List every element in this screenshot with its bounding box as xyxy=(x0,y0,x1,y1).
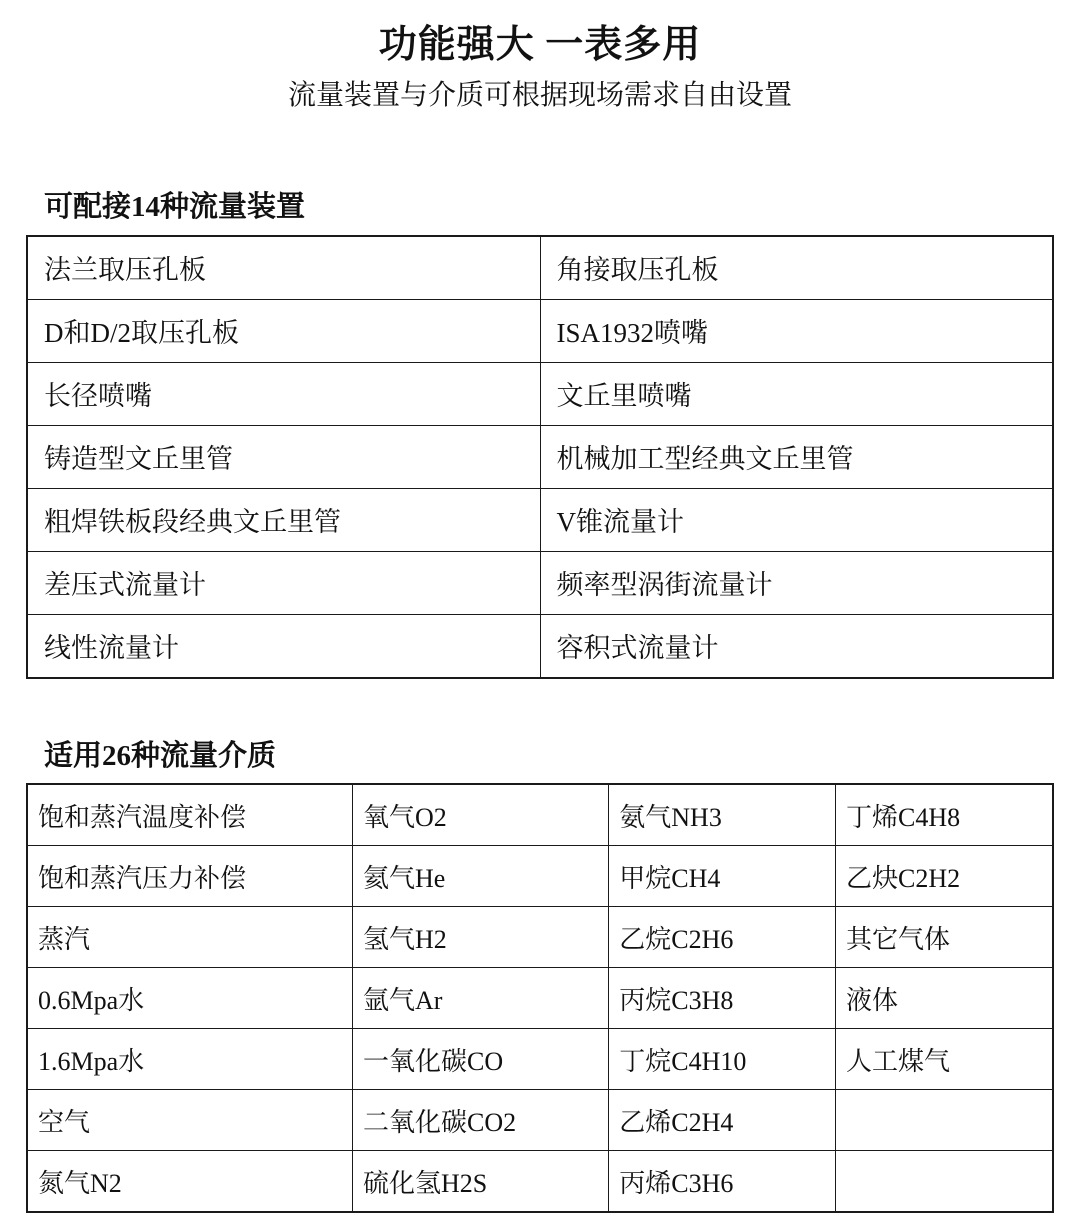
table-cell: 丁烯C4H8 xyxy=(836,784,1053,846)
table-cell: 铸造型文丘里管 xyxy=(27,425,540,488)
table-cell: 氮气N2 xyxy=(27,1151,353,1213)
table-cell: 氩气Ar xyxy=(353,968,609,1029)
media-section xyxy=(0,739,1080,1214)
table-row xyxy=(27,362,1053,425)
table-cell: 0.6Mpa水 xyxy=(27,968,353,1029)
table-cell: 氦气He xyxy=(353,846,609,907)
table-cell: 乙烷C2H6 xyxy=(609,907,836,968)
table-cell: 机械加工型经典文丘里管 xyxy=(540,425,1053,488)
table-cell: 甲烷CH4 xyxy=(609,846,836,907)
table-row xyxy=(27,614,1053,678)
table-cell: 线性流量计 xyxy=(27,614,540,678)
table-row xyxy=(27,488,1053,551)
table-cell: 法兰取压孔板 xyxy=(27,236,540,300)
table-cell: 丙烯C3H6 xyxy=(609,1151,836,1213)
table-row xyxy=(27,1151,1053,1213)
table-cell: 二氧化碳CO2 xyxy=(353,1090,609,1151)
table-row xyxy=(27,846,1053,907)
table-cell: 一氧化碳CO xyxy=(353,1029,609,1090)
page-title: 功能强大 一表多用 xyxy=(378,24,702,66)
table-cell: D和D/2取压孔板 xyxy=(27,299,540,362)
table-cell: 氨气NH3 xyxy=(609,784,836,846)
page-subtitle: 流量装置与介质可根据现场需求自由设置 xyxy=(287,79,792,111)
table-row xyxy=(27,968,1053,1029)
table-row xyxy=(27,1090,1053,1151)
table-cell: 频率型涡街流量计 xyxy=(540,551,1053,614)
table-cell: 氢气H2 xyxy=(353,907,609,968)
table-row xyxy=(27,425,1053,488)
table-row xyxy=(27,551,1053,614)
table-cell: 1.6Mpa水 xyxy=(27,1029,353,1090)
table-cell: ISA1932喷嘴 xyxy=(540,299,1053,362)
table-row xyxy=(27,784,1053,846)
table-row xyxy=(27,299,1053,362)
document-page xyxy=(0,22,1080,1226)
table-cell: 乙炔C2H2 xyxy=(836,846,1053,907)
table-cell xyxy=(836,1090,1053,1151)
table-row xyxy=(27,907,1053,968)
media-heading: 适用26种流量介质 xyxy=(44,739,277,772)
table-cell: 蒸汽 xyxy=(27,907,353,968)
table-cell: 硫化氢H2S xyxy=(353,1151,609,1213)
table-cell: 丁烷C4H10 xyxy=(609,1029,836,1090)
devices-section xyxy=(0,190,1080,679)
table-row xyxy=(27,236,1053,300)
devices-table xyxy=(26,235,1054,679)
table-cell: 粗焊铁板段经典文丘里管 xyxy=(27,488,540,551)
table-cell: 液体 xyxy=(836,968,1053,1029)
table-cell: 差压式流量计 xyxy=(27,551,540,614)
table-cell: 长径喷嘴 xyxy=(27,362,540,425)
table-cell: 其它气体 xyxy=(836,907,1053,968)
table-cell: 饱和蒸汽温度补偿 xyxy=(27,784,353,846)
table-row xyxy=(27,1029,1053,1090)
table-cell: 乙烯C2H4 xyxy=(609,1090,836,1151)
media-table xyxy=(26,783,1054,1213)
table-cell: 丙烷C3H8 xyxy=(609,968,836,1029)
devices-heading: 可配接14种流量装置 xyxy=(44,190,306,223)
table-cell: 文丘里喷嘴 xyxy=(540,362,1053,425)
table-cell: 氧气O2 xyxy=(353,784,609,846)
table-cell xyxy=(836,1151,1053,1213)
table-cell: 角接取压孔板 xyxy=(540,236,1053,300)
table-cell: 饱和蒸汽压力补偿 xyxy=(27,846,353,907)
table-cell: 人工煤气 xyxy=(836,1029,1053,1090)
table-cell: 空气 xyxy=(27,1090,353,1151)
table-cell: 容积式流量计 xyxy=(540,614,1053,678)
table-cell: V锥流量计 xyxy=(540,488,1053,551)
